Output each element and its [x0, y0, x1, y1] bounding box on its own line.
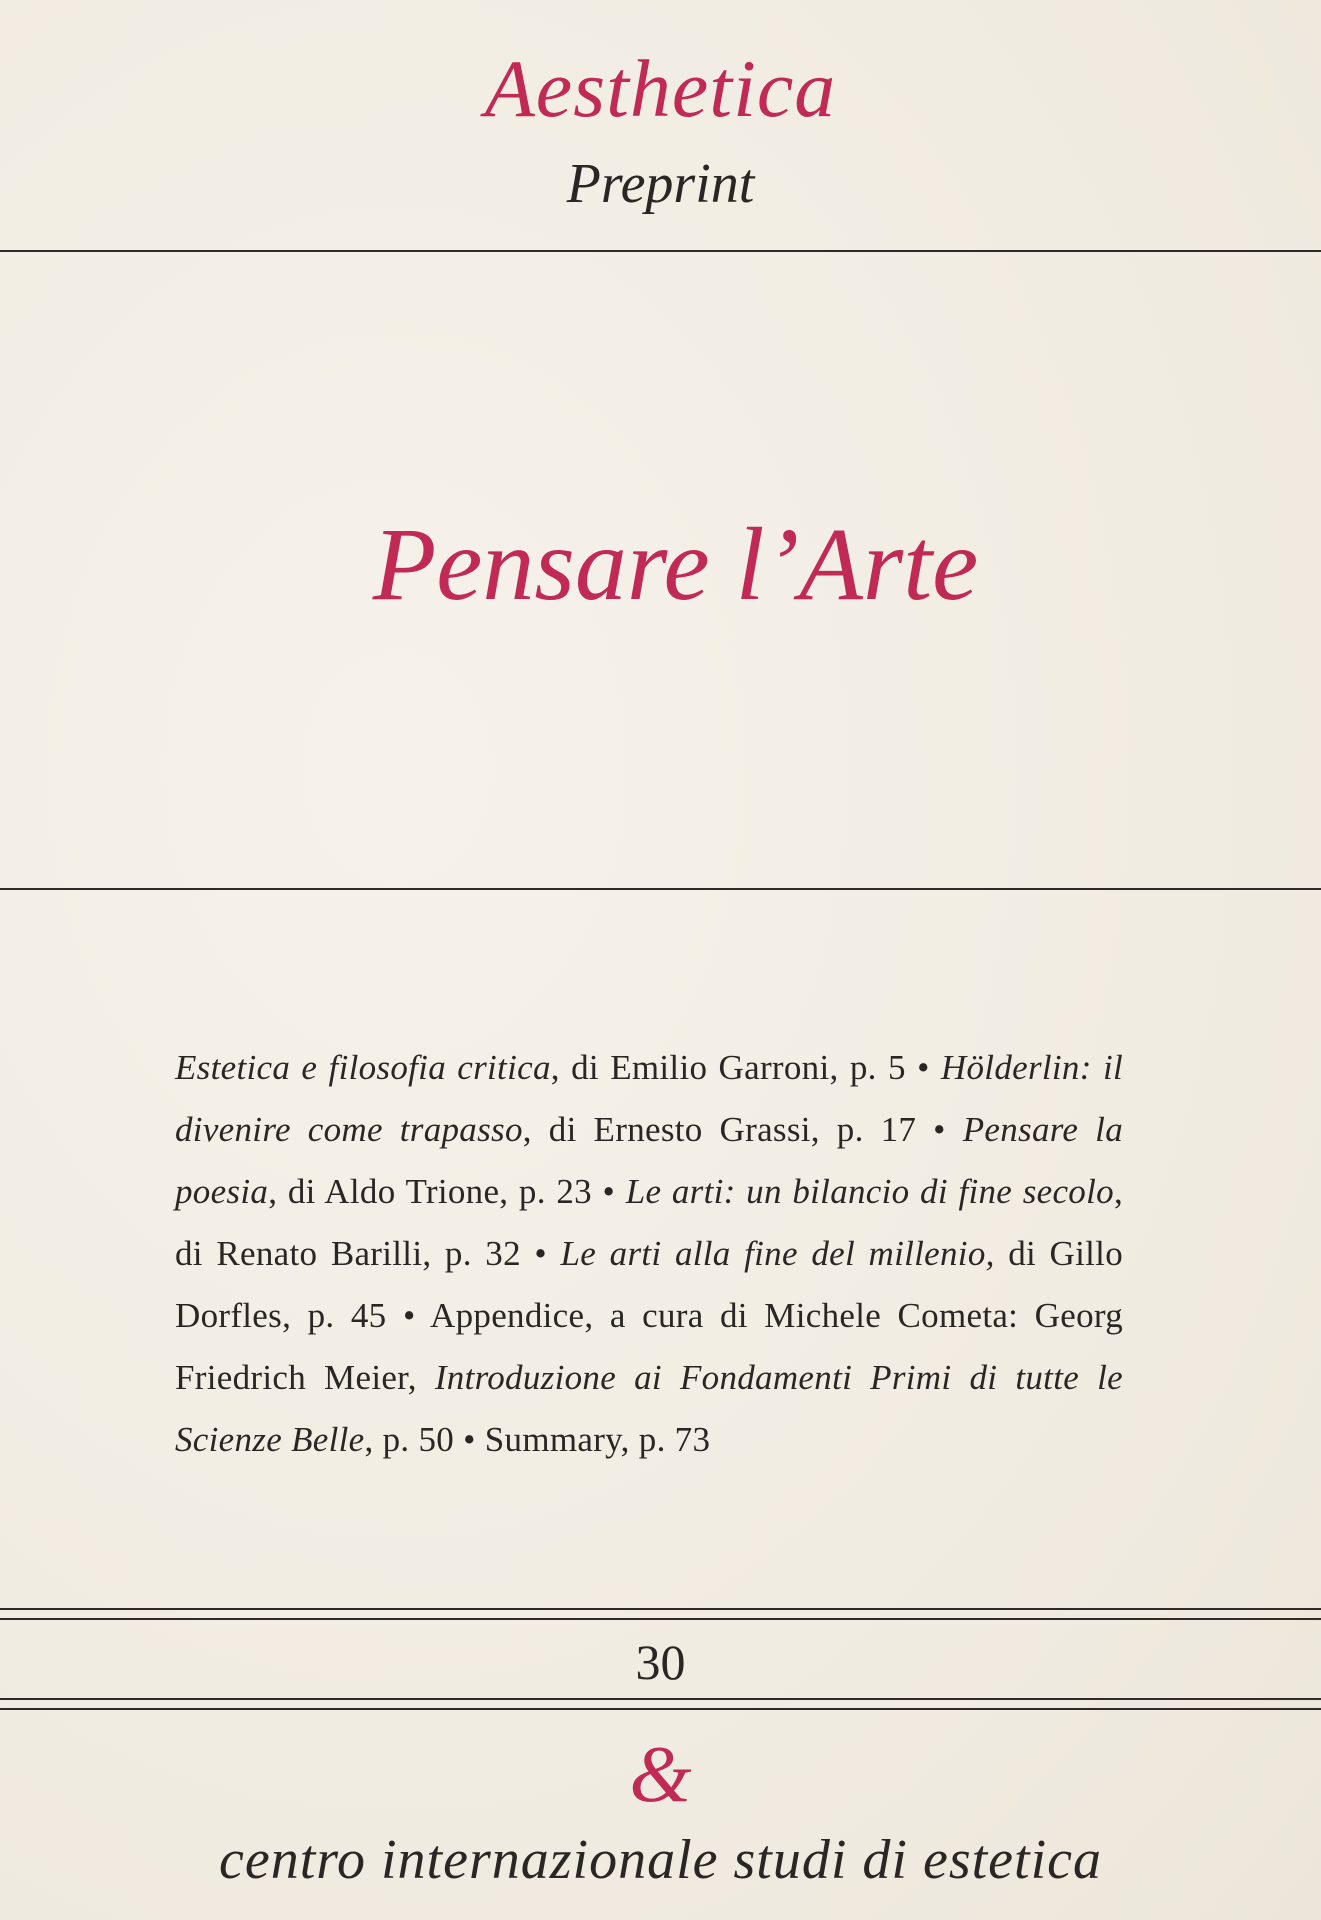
contents-entry-title: Le arti alla fine del millenio, [560, 1234, 995, 1273]
series-subtitle: Preprint [566, 153, 755, 215]
divider-issue-bottom [0, 1698, 1321, 1700]
contents-entry-title: Hölderlin: il divenire come trapasso [175, 1048, 1124, 1149]
series-title: Aesthetica [484, 43, 837, 134]
contents-entry-details: , di Ernesto Grassi, p. 17 • [522, 1110, 963, 1149]
contents-entry-title: Introduzione ai Fondamenti Primi di tutte le Scienze Belle [175, 1358, 1123, 1459]
main-title: Pensare l’Arte [372, 507, 979, 622]
contents-entry-details: , di Aldo Trione, p. 23 • [268, 1172, 626, 1211]
table-of-contents [175, 1037, 1123, 1471]
contents-entry-details: , p. 50 • Summary, p. 73 [364, 1420, 711, 1459]
issue-number: 30 [635, 1634, 686, 1690]
contents-entry-title: Le arti: un bilancio di fine secolo [625, 1172, 1114, 1211]
contents-entry-details: , di Emilio Garroni, p. 5 • [550, 1048, 941, 1087]
contents-entry-title: Estetica e filosofia critica [175, 1048, 551, 1087]
publisher-name: centro internazionale studi di estetica [218, 1829, 1103, 1891]
divider-top [0, 250, 1321, 252]
divider-issue-top-second [0, 1618, 1321, 1620]
divider-issue-bottom-second [0, 1708, 1321, 1710]
contents-entry-details: , di Renato Barilli, p. 32 • [175, 1172, 1123, 1273]
contents-entry-title: Pensare la poesia [175, 1110, 1124, 1211]
ampersand-logo: & [629, 1731, 692, 1819]
divider-middle [0, 888, 1321, 890]
contents-entry-details: di Gillo Dorfles, p. 45 • Appendice, a cura di Michele Cometa: Georg Friedrich Meier, [175, 1234, 1123, 1397]
divider-issue-top [0, 1608, 1321, 1610]
